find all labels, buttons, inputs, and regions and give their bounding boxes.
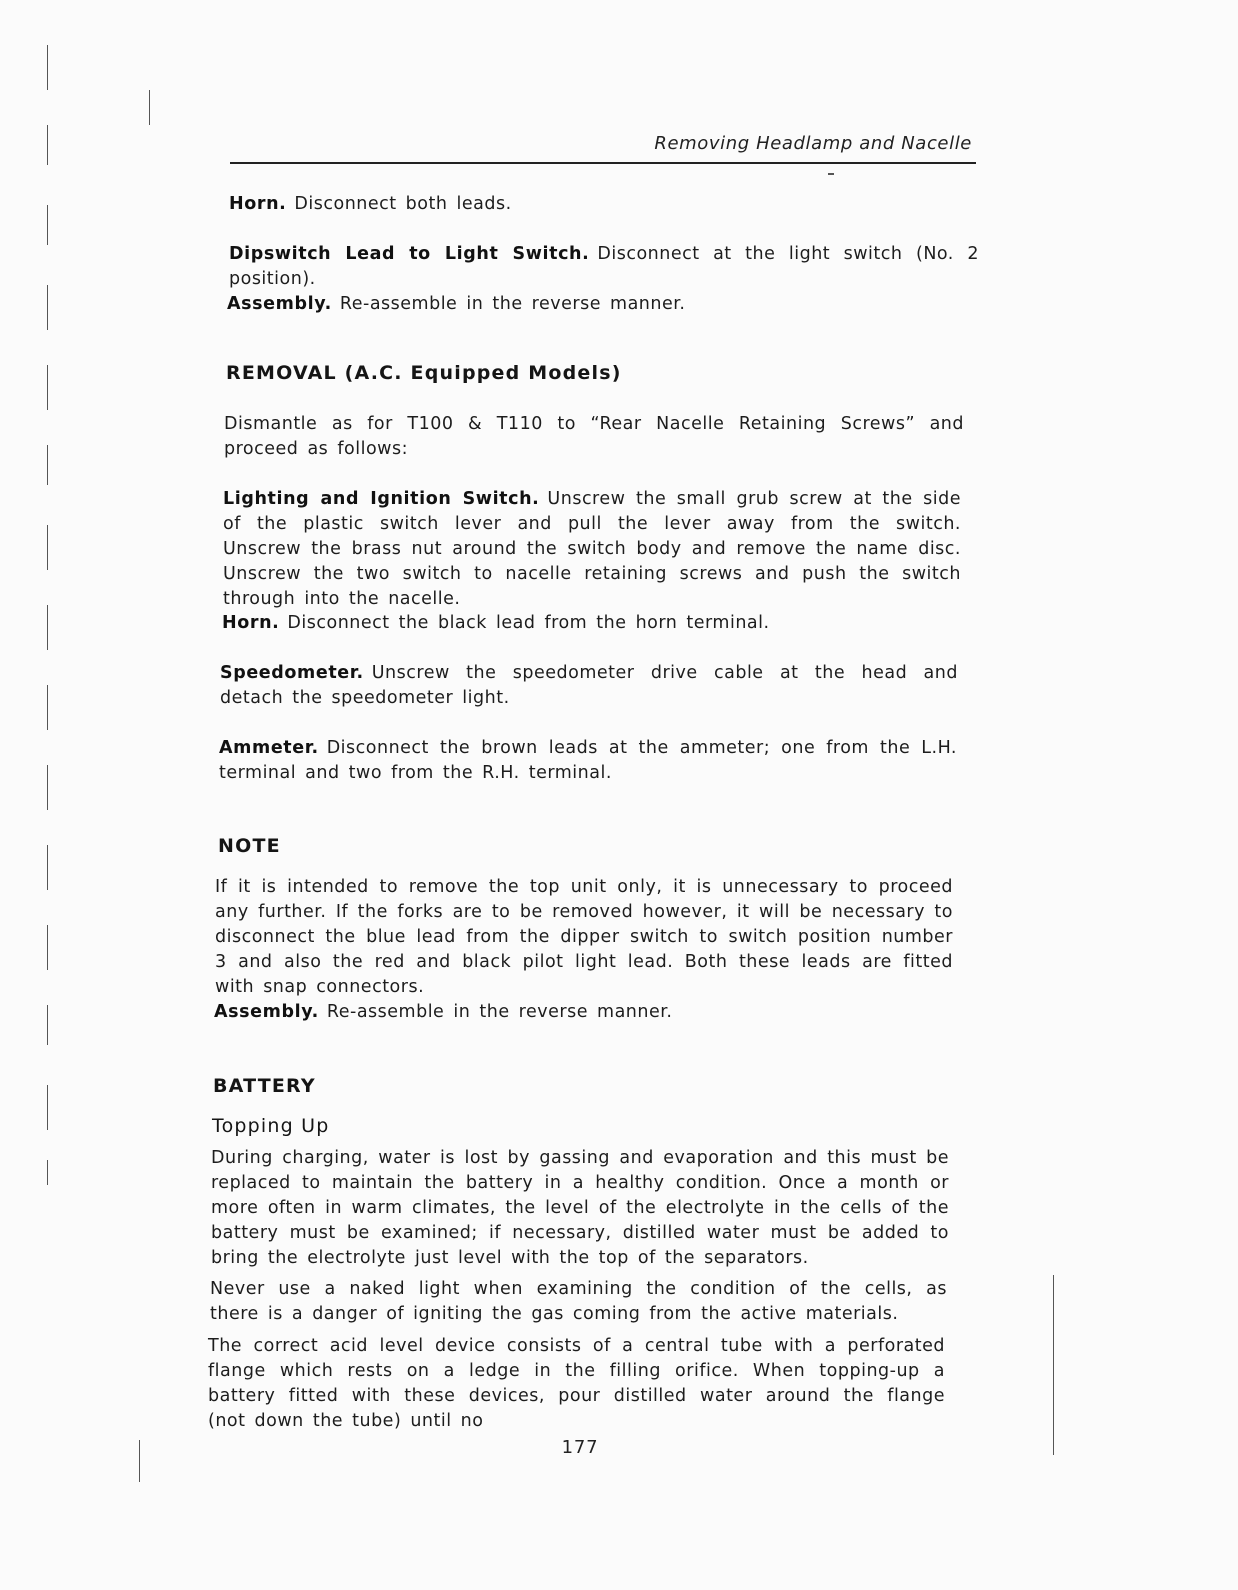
margin-mark xyxy=(1053,1275,1054,1455)
dipswitch-section xyxy=(229,242,979,292)
section-text: Disconnect the brown leads at the ammeter; one from the L.H. terminal and two from the R.H. terminal. xyxy=(219,738,957,783)
margin-mark xyxy=(47,445,48,485)
margin-mark xyxy=(47,125,48,165)
margin-mark xyxy=(47,1005,48,1045)
margin-mark xyxy=(47,45,48,90)
battery-heading: BATTERY xyxy=(213,1075,316,1097)
header-tick xyxy=(828,173,834,175)
horn-section xyxy=(229,192,969,217)
note-assembly-section xyxy=(214,1000,954,1025)
paragraph-text: The correct acid level device consists of a central tube with a perforated flange which rests on a ledge in the filling orifice. When topping-up a battery fitted with these devices, pour distilled water around the flange (not down the tube) until no xyxy=(208,1336,945,1431)
margin-mark xyxy=(47,605,48,650)
margin-mark xyxy=(47,205,48,245)
margin-mark xyxy=(47,525,48,570)
margin-mark xyxy=(47,845,48,890)
margin-mark xyxy=(47,925,48,970)
section-text: Unscrew the small grub screw at the side of the plastic switch lever and pull the lever away from the switch. Unscrew the brass nut around the switch body and remove the name disc. Unscrew the two switch to nacelle retaining screws and push the switch through into the nacelle. xyxy=(223,489,962,609)
removal-intro-text: Dismantle as for T100 & T110 to “Rear Nacelle Retaining Screws” and proceed as follows: xyxy=(224,414,964,459)
battery-paragraph xyxy=(210,1277,947,1327)
note-text xyxy=(215,875,953,1000)
margin-mark xyxy=(139,1440,140,1482)
horn-removal-section xyxy=(222,611,962,636)
battery-paragraph xyxy=(208,1334,945,1434)
margin-mark xyxy=(47,285,48,330)
section-label: Horn. xyxy=(222,613,280,633)
assembly-section xyxy=(227,292,967,317)
section-label: Lighting and Ignition Switch. xyxy=(223,489,540,509)
topping-up-subheading: Topping Up xyxy=(212,1115,330,1137)
header-rule xyxy=(230,162,976,164)
margin-mark xyxy=(149,90,150,125)
note-heading: NOTE xyxy=(218,835,281,857)
section-label: Horn. xyxy=(229,194,287,214)
section-text: Re-assemble in the reverse manner. xyxy=(326,1002,673,1022)
margin-mark xyxy=(47,1160,48,1185)
section-label: Speedometer. xyxy=(220,663,364,683)
margin-mark xyxy=(47,365,48,410)
section-text: Re-assemble in the reverse manner. xyxy=(339,294,686,314)
removal-intro xyxy=(224,412,964,462)
section-label: Assembly. xyxy=(227,294,332,314)
section-text: Disconnect both leads. xyxy=(294,194,512,214)
lighting-ignition-section xyxy=(223,487,961,612)
section-label: Dipswitch Lead to Light Switch. xyxy=(229,244,590,264)
margin-mark xyxy=(47,685,48,730)
speedometer-section xyxy=(220,661,958,711)
page-number: 177 xyxy=(561,1437,599,1458)
section-text: Disconnect at the light switch (No. 2 position). xyxy=(229,244,979,289)
note-body: If it is intended to remove the top unit only, it is unnecessary to proceed any further. If the forks are to be removed however, it will be necessary to disconnect the blue lead from the dipper switch to switch position number 3 and also the red and black pilot light lead. Both these leads are fitted with snap connectors. xyxy=(215,877,953,997)
section-label: Ammeter. xyxy=(219,738,319,758)
ammeter-section xyxy=(219,736,957,786)
section-text: Disconnect the black lead from the horn terminal. xyxy=(287,613,770,633)
paragraph-text: Never use a naked light when examining the condition of the cells, as there is a danger of igniting the gas coming from the active materials. xyxy=(210,1279,947,1324)
margin-mark xyxy=(47,1085,48,1130)
running-header: Removing Headlamp and Nacelle xyxy=(654,133,972,154)
battery-paragraph xyxy=(211,1146,949,1271)
margin-mark xyxy=(47,765,48,810)
section-label: Assembly. xyxy=(214,1002,319,1022)
paragraph-text: During charging, water is lost by gassing and evaporation and this must be replaced to maintain the battery in a healthy condition. Once a month or more often in warm climates, the level of the electrolyte in the cells of the battery must be examined; if necessary, distilled water must be added to bring the electrolyte just level with the top of the separators. xyxy=(211,1148,949,1268)
section-text: Unscrew the speedometer drive cable at the head and detach the speedometer light. xyxy=(220,663,958,708)
removal-heading: REMOVAL (A.C. Equipped Models) xyxy=(226,362,622,384)
